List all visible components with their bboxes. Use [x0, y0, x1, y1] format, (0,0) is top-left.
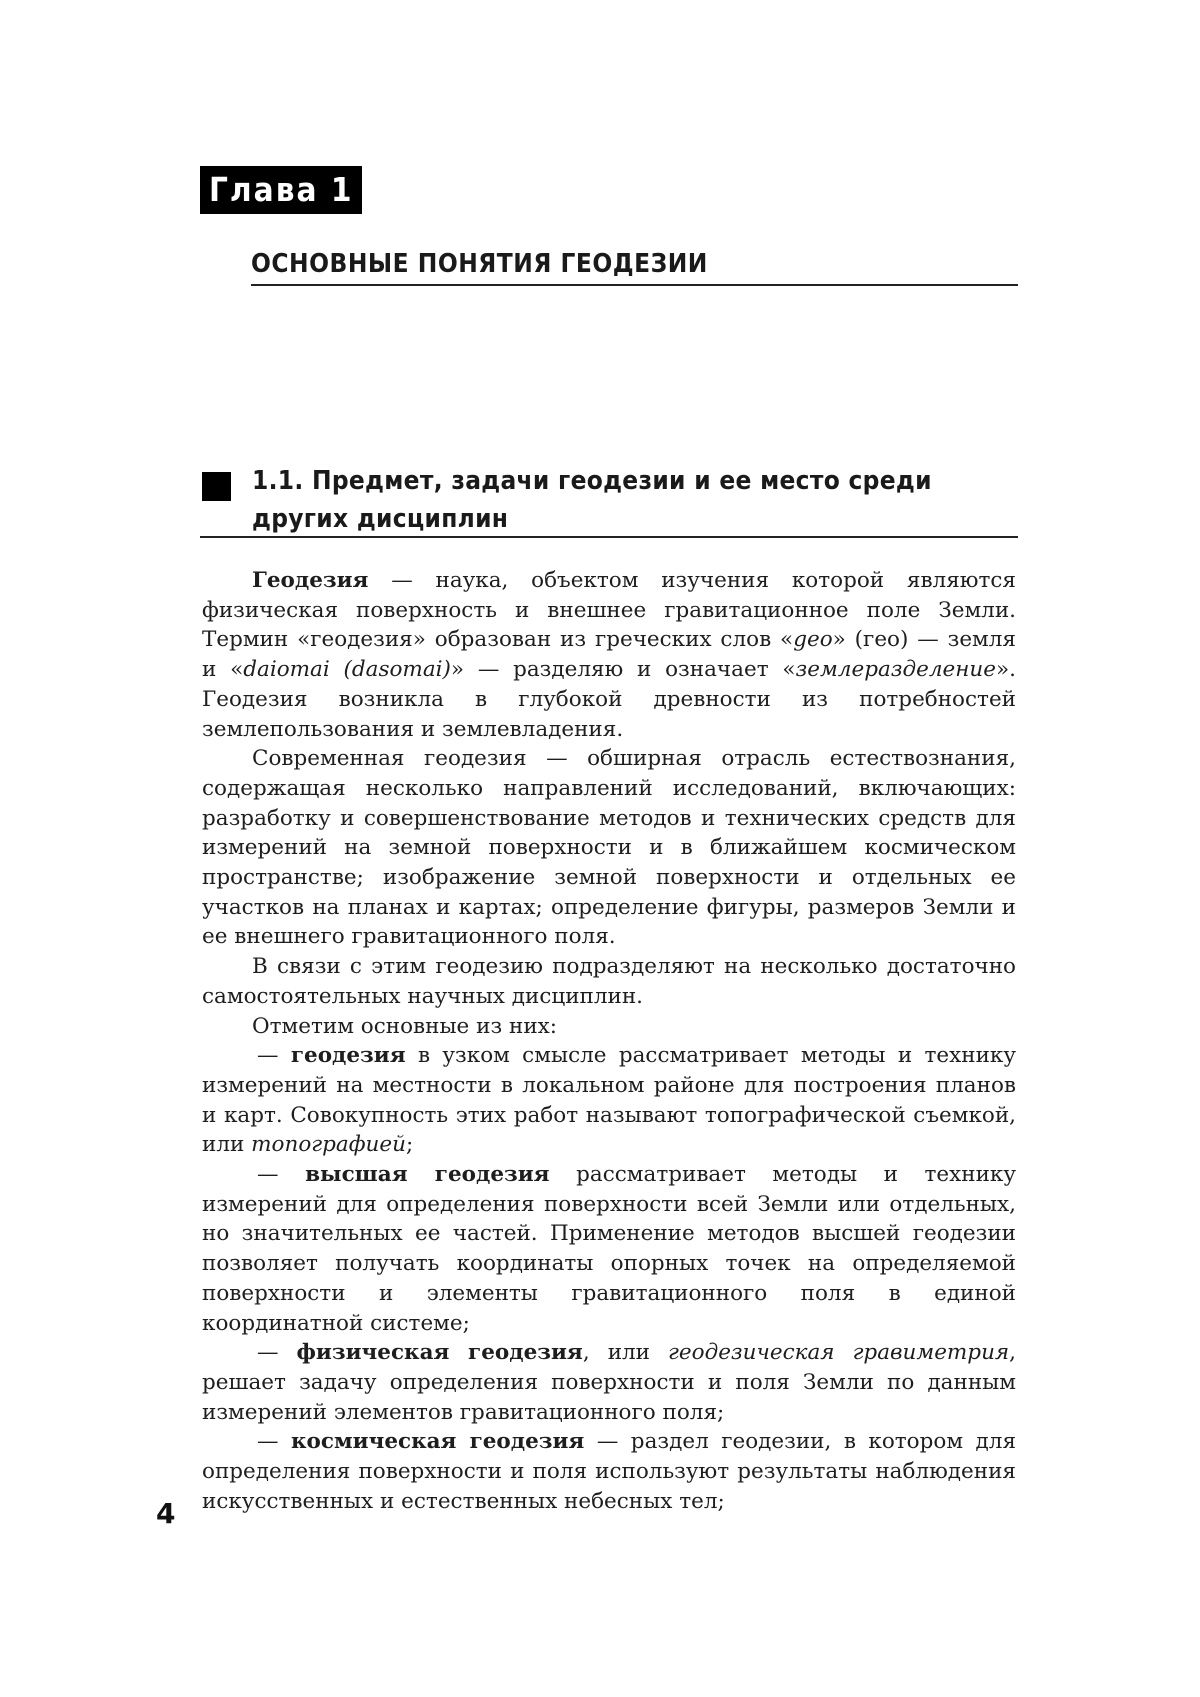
- term-topography: топографией: [251, 1132, 406, 1157]
- term-zemlerazdelenie: землеразделение: [796, 657, 997, 682]
- list-item-geodesy: — геодезия в узком смысле рассматривает методы и технику измерений на местности в локальном районе для построения планов и карт. Совокупность этих работ называют топографической съемкой, или топографией;: [202, 1041, 1016, 1160]
- list-item-physical-geodesy: — физическая геодезия, или геодезическая гравиметрия, решает задачу определения поверхности и поля Земли по данным измерений элементов гравитационного поля;: [202, 1338, 1016, 1427]
- term-space-geodesy: космическая геодезия: [291, 1429, 584, 1454]
- chapter-label: Глава 1: [200, 166, 362, 214]
- term-physical-geodesy: физическая геодезия: [297, 1340, 583, 1365]
- section-title: 1.1. Предмет, задачи геодезии и ее место среди других дисциплин: [200, 462, 1018, 538]
- paragraph-main-list-intro: Отметим основные из них:: [202, 1012, 1016, 1042]
- body-text: [202, 566, 1016, 1517]
- term-daiomai: daiomai (dasomai): [243, 657, 451, 682]
- term-geodesy: Геодезия: [252, 568, 368, 593]
- term-geo: geo: [793, 627, 832, 652]
- term-higher-geodesy: высшая геодезия: [305, 1162, 549, 1187]
- paragraph-modern-geodesy: Современная геодезия — обширная отрасль естествознания, содержащая несколько направлений исследований, включающих: разработку и совершенствование методов и технических средств для измерений на земной поверхности и в ближайшем космическом пространстве; изображение земной поверхности и отдельных ее участков на планах и картах; определение фигуры, размеров Земли и ее внешнего гравитационного поля.: [202, 744, 1016, 952]
- term-gravimetry: геодезическая гравиметрия: [668, 1340, 1009, 1365]
- paragraph-disciplines: В связи с этим геодезию подразделяют на несколько достаточно самостоятельных научных дисциплин.: [202, 952, 1016, 1011]
- list-item-higher-geodesy: — высшая геодезия рассматривает методы и технику измерений для определения поверхности всей Земли или отдельных, но значительных ее частей. Применение методов высшей геодезии позволяет получать координаты опорных точек на определяемой поверхности и элементы гравитационного поля в единой координатной системе;: [202, 1160, 1016, 1338]
- paragraph-definition: Геодезия — наука, объектом изучения которой являются физическая поверхность и внешнее гравитационное поле Земли. Термин «геодезия» образован из греческих слов «geo» (гео) — земля и «daiomai (dasomai)» — разделяю и означает «землеразделение». Геодезия возникла в глубокой древности из потребностей землепользования и землевладения.: [202, 566, 1016, 744]
- chapter-title: ОСНОВНЫЕ ПОНЯТИЯ ГЕОДЕЗИИ: [251, 244, 1018, 286]
- term-geodesy-narrow: геодезия: [291, 1043, 406, 1068]
- page-number: 4: [156, 1498, 175, 1530]
- list-item-space-geodesy: — космическая геодезия — раздел геодезии, в котором для определения поверхности и поля используют результаты наблюдения искусственных и естественных небесных тел;: [202, 1427, 1016, 1516]
